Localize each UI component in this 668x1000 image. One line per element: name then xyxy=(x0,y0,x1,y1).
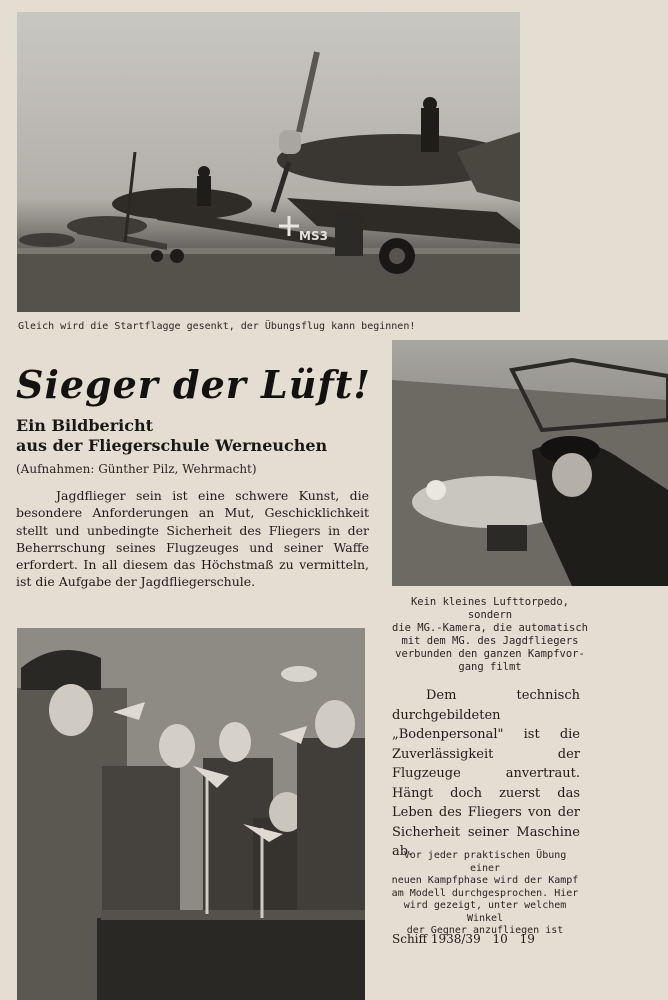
subtitle-line-2: aus der Fliegerschule Werneuchen xyxy=(16,436,328,455)
article-subtitle xyxy=(16,416,376,456)
caption-line: gang filmt xyxy=(458,661,522,673)
caption-line: wird gezeigt, unter welchem Winkel xyxy=(403,900,567,924)
page-number: 19 xyxy=(519,932,535,946)
caption-line: der Gegner anzufliegen ist xyxy=(406,925,564,936)
caption-line: am Modell durchgesprochen. Hier xyxy=(391,887,579,899)
aircraft-marking: MS3 xyxy=(299,229,328,243)
caption-line: neuen Kampfphase wird der Kampf xyxy=(391,875,579,886)
camera-illustration xyxy=(392,340,668,586)
caption-line: mit dem MG. des Jagdfliegers xyxy=(401,635,579,647)
publication-name: Schiff 1938/39 xyxy=(392,932,481,946)
caption-line: verbunden den ganzen Kampfvor- xyxy=(395,648,585,660)
caption-line: Vor jeder praktischen Übung einer xyxy=(403,850,567,874)
aircraft-illustration xyxy=(17,12,520,312)
caption-line: Kein kleines Lufttorpedo, sondern xyxy=(410,596,570,621)
photo-aircraft-lineup xyxy=(17,12,520,312)
photo-mg-camera xyxy=(392,340,668,586)
photo-credits: (Aufnahmen: Günther Pilz, Wehrmacht) xyxy=(16,462,257,476)
photo-caption-top: Gleich wird die Startflagge gesenkt, der Übungsflug kann beginnen! xyxy=(18,321,416,332)
article-intro: Jagdflieger sein ist eine schwere Kunst, die besondere Anforderungen an Mut, Geschicklichkeit stellt und unbedingte Sicherheit des Fliegers in der Beherrschung seines Flugzeuges und seiner Waffe erfordert. In all diesem das Höchstmaß zu vermitteln, ist die Aufgabe der Jagdfliegerschule. xyxy=(16,488,369,590)
caption-line: die MG.-Kamera, die automatisch xyxy=(392,622,588,634)
ground-crew-text: Dem technisch durchgebildeten „Bodenpersonal" ist die Zuverlässigkeit der Flugzeuge anvertraut. Hängt doch zuerst das Leben des Fliegers von der Sicherheit seiner Maschine ab. xyxy=(392,688,580,859)
issue-number: 10 xyxy=(492,932,508,946)
page-footer xyxy=(392,932,543,946)
subtitle-line-1: Ein Bildbericht xyxy=(16,416,153,435)
photo-caption-models xyxy=(386,850,584,938)
photo-model-briefing xyxy=(17,628,365,1000)
briefing-illustration xyxy=(17,628,365,1000)
photo-caption-camera xyxy=(392,596,588,674)
article-title: Sieger der Lüft! xyxy=(16,362,371,407)
